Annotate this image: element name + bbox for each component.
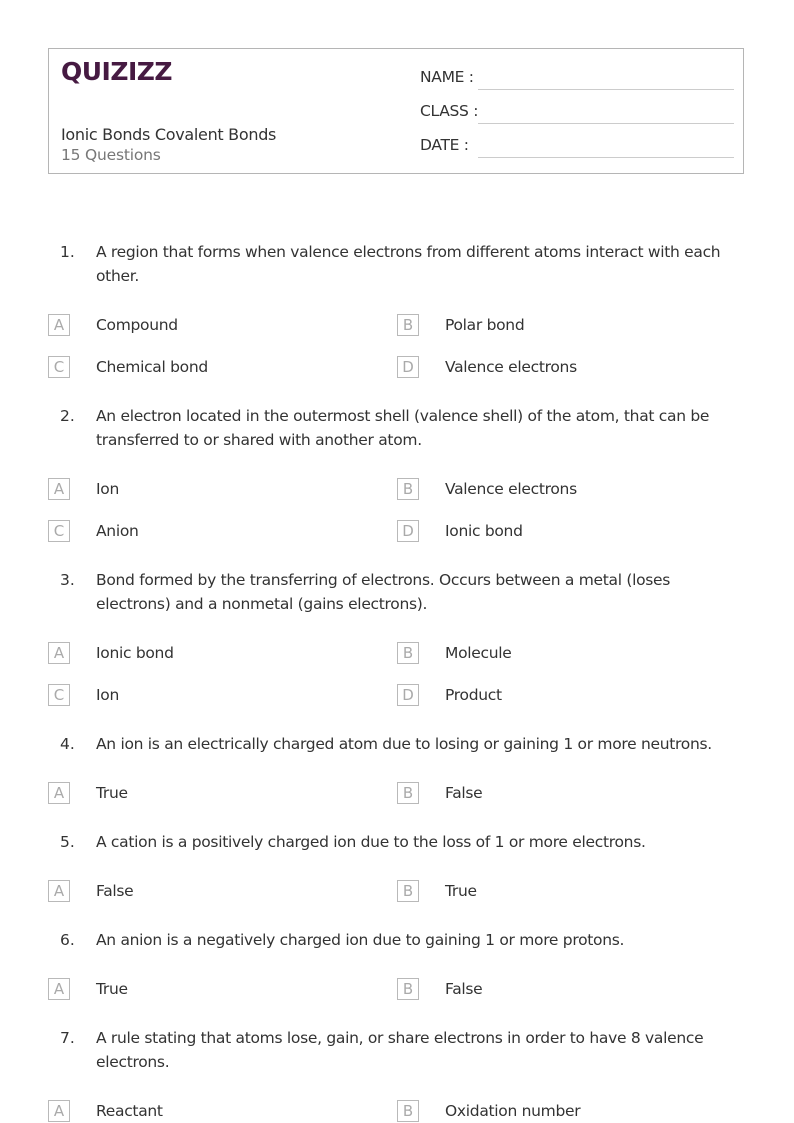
worksheet-header bbox=[48, 48, 744, 174]
class-label: CLASS : bbox=[420, 102, 479, 120]
option-text-d: Ionic bond bbox=[445, 522, 523, 540]
name-line[interactable] bbox=[478, 89, 734, 90]
question-number: 6. bbox=[60, 931, 75, 949]
option-text-a: Reactant bbox=[96, 1102, 163, 1120]
option-letter-a[interactable]: A bbox=[48, 782, 70, 804]
question-text: Bond formed by the transferring of electrons. Occurs between a metal (loses electrons) and a nonmetal (gains electrons). bbox=[96, 571, 671, 613]
option-letter-a[interactable]: A bbox=[48, 642, 70, 664]
option-letter-a[interactable]: A bbox=[48, 978, 70, 1000]
option-text-d: Product bbox=[445, 686, 502, 704]
option-letter-c[interactable]: C bbox=[48, 684, 70, 706]
option-text-c: Ion bbox=[96, 686, 119, 704]
name-label: NAME : bbox=[420, 68, 474, 86]
option-text-a: Ionic bond bbox=[96, 644, 174, 662]
option-text-d: Valence electrons bbox=[445, 358, 577, 376]
name-field[interactable] bbox=[420, 68, 734, 90]
question-text: An anion is a negatively charged ion due to gaining 1 or more protons. bbox=[96, 931, 625, 949]
option-text-b: True bbox=[445, 882, 477, 900]
question-number: 5. bbox=[60, 833, 75, 851]
option-text-c: Anion bbox=[96, 522, 139, 540]
question-text: An ion is an electrically charged atom due to losing or gaining 1 or more neutrons. bbox=[96, 735, 712, 753]
option-letter-d[interactable]: D bbox=[397, 356, 419, 378]
option-letter-b[interactable]: B bbox=[397, 978, 419, 1000]
option-letter-c[interactable]: C bbox=[48, 356, 70, 378]
question-text: A rule stating that atoms lose, gain, or share electrons in order to have 8 valence electrons. bbox=[96, 1029, 704, 1071]
option-letter-d[interactable]: D bbox=[397, 684, 419, 706]
question-text: An electron located in the outermost shell (valence shell) of the atom, that can be transferred to or shared with another atom. bbox=[96, 407, 710, 449]
option-letter-b[interactable]: B bbox=[397, 880, 419, 902]
class-field[interactable] bbox=[420, 102, 734, 124]
option-letter-d[interactable]: D bbox=[397, 520, 419, 542]
class-line[interactable] bbox=[478, 123, 734, 124]
option-text-b: Oxidation number bbox=[445, 1102, 581, 1120]
option-text-a: False bbox=[96, 882, 134, 900]
option-text-a: Ion bbox=[96, 480, 119, 498]
option-text-b: False bbox=[445, 784, 483, 802]
question-number: 2. bbox=[60, 407, 75, 425]
option-letter-a[interactable]: A bbox=[48, 1100, 70, 1122]
option-text-b: Molecule bbox=[445, 644, 512, 662]
date-line[interactable] bbox=[478, 157, 734, 158]
option-text-b: False bbox=[445, 980, 483, 998]
option-letter-b[interactable]: B bbox=[397, 642, 419, 664]
option-letter-a[interactable]: A bbox=[48, 478, 70, 500]
question-text: A cation is a positively charged ion due to the loss of 1 or more electrons. bbox=[96, 833, 646, 851]
option-text-a: Compound bbox=[96, 316, 178, 334]
question-number: 4. bbox=[60, 735, 75, 753]
option-text-b: Polar bond bbox=[445, 316, 525, 334]
option-letter-b[interactable]: B bbox=[397, 478, 419, 500]
question-number: 7. bbox=[60, 1029, 75, 1047]
option-text-a: True bbox=[96, 980, 128, 998]
date-field[interactable] bbox=[420, 136, 734, 158]
option-letter-b[interactable]: B bbox=[397, 782, 419, 804]
option-text-c: Chemical bond bbox=[96, 358, 208, 376]
quizizz-logo: QUIZIZZ bbox=[61, 57, 173, 86]
option-text-b: Valence electrons bbox=[445, 480, 577, 498]
date-label: DATE : bbox=[420, 136, 469, 154]
question-number: 1. bbox=[60, 243, 75, 261]
option-text-a: True bbox=[96, 784, 128, 802]
question-number: 3. bbox=[60, 571, 75, 589]
question-count: 15 Questions bbox=[61, 146, 161, 164]
question-text: A region that forms when valence electrons from different atoms interact with each other. bbox=[96, 243, 721, 285]
option-letter-b[interactable]: B bbox=[397, 1100, 419, 1122]
worksheet-title: Ionic Bonds Covalent Bonds bbox=[61, 125, 277, 144]
option-letter-c[interactable]: C bbox=[48, 520, 70, 542]
option-letter-a[interactable]: A bbox=[48, 314, 70, 336]
option-letter-a[interactable]: A bbox=[48, 880, 70, 902]
option-letter-b[interactable]: B bbox=[397, 314, 419, 336]
